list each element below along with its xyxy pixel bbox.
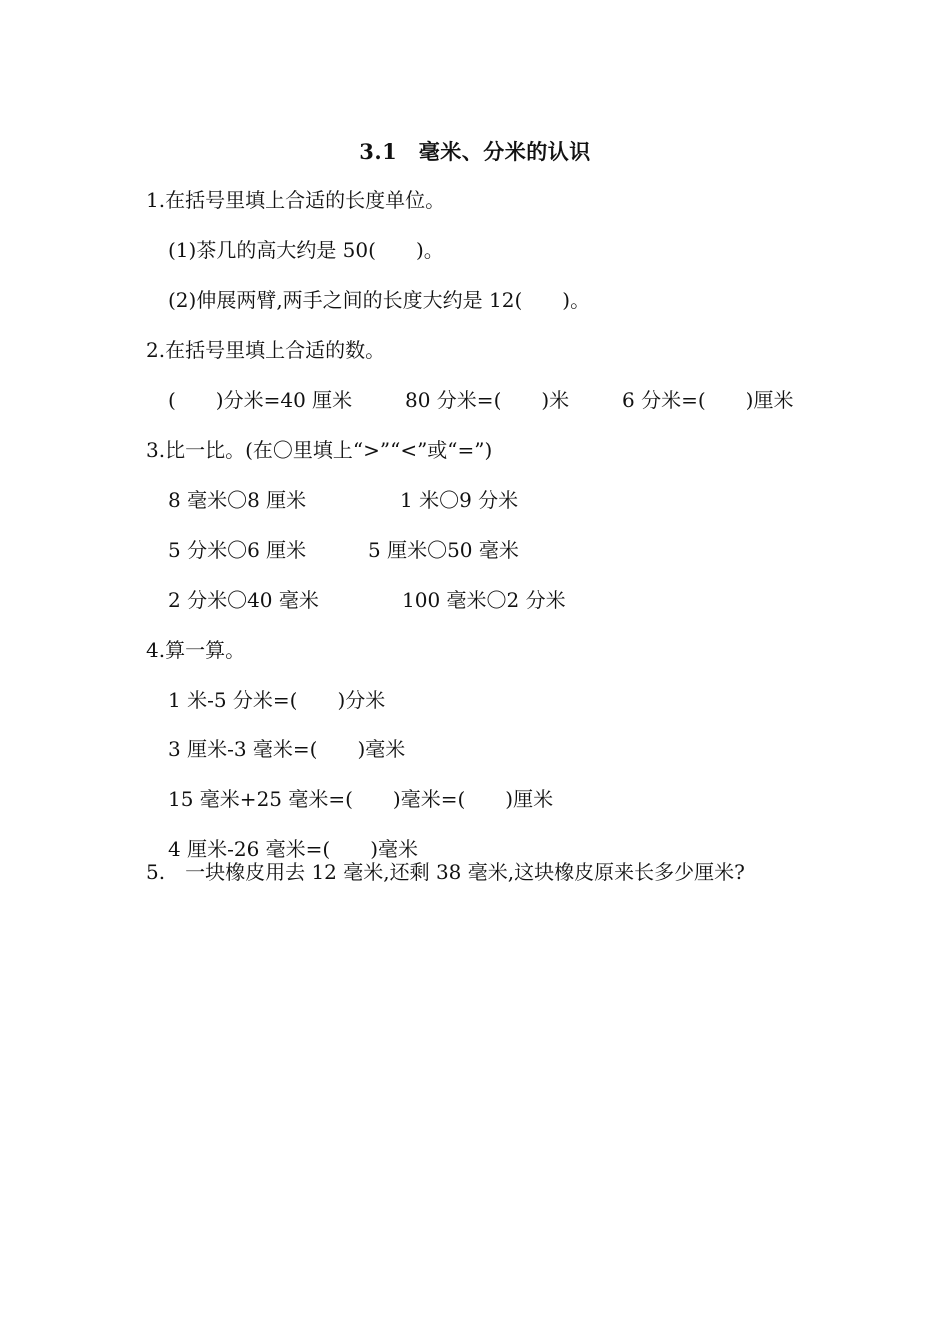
- question-3-stem: 3.比一比。(在〇里填上“>”“<”或“=”): [146, 438, 493, 462]
- question-1-item-2: (2)伸展两臂,两手之间的长度大约是 12( )。: [168, 288, 591, 312]
- question-4-item-2: 3 厘米-3 毫米=( )毫米: [168, 737, 406, 761]
- question-4-item-3: 15 毫米+25 毫米=( )毫米=( )厘米: [168, 787, 554, 811]
- question-4-item-1: 1 米-5 分米=( )分米: [168, 688, 386, 712]
- question-4-stem: 4.算一算。: [146, 638, 246, 662]
- page-title: 3.1 毫米、分米的认识: [359, 139, 591, 164]
- question-5-stem: 5. 一块橡皮用去 12 毫米,还剩 38 毫米,这块橡皮原来长多少厘米?: [146, 860, 745, 884]
- question-1-item-1: (1)茶几的高大约是 50( )。: [168, 238, 444, 262]
- question-4-item-4: 4 厘米-26 毫米=( )毫米: [168, 837, 419, 861]
- question-1-stem: 1.在括号里填上合适的长度单位。: [146, 188, 446, 212]
- question-2-item-1: ( )分米=40 厘米: [168, 388, 353, 412]
- question-3-row-2-right: 5 厘米〇50 毫米: [368, 538, 519, 562]
- question-2-stem: 2.在括号里填上合适的数。: [146, 338, 386, 362]
- question-2-item-2: 80 分米=( )米: [405, 388, 570, 412]
- question-3-row-1-left: 8 毫米〇8 厘米: [168, 488, 307, 512]
- question-2-item-3: 6 分米=( )厘米: [622, 388, 794, 412]
- question-3-row-1-right: 1 米〇9 分米: [400, 488, 519, 512]
- question-3-row-3-left: 2 分米〇40 毫米: [168, 588, 319, 612]
- question-3-row-2-left: 5 分米〇6 厘米: [168, 538, 307, 562]
- question-3-row-3-right: 100 毫米〇2 分米: [402, 588, 566, 612]
